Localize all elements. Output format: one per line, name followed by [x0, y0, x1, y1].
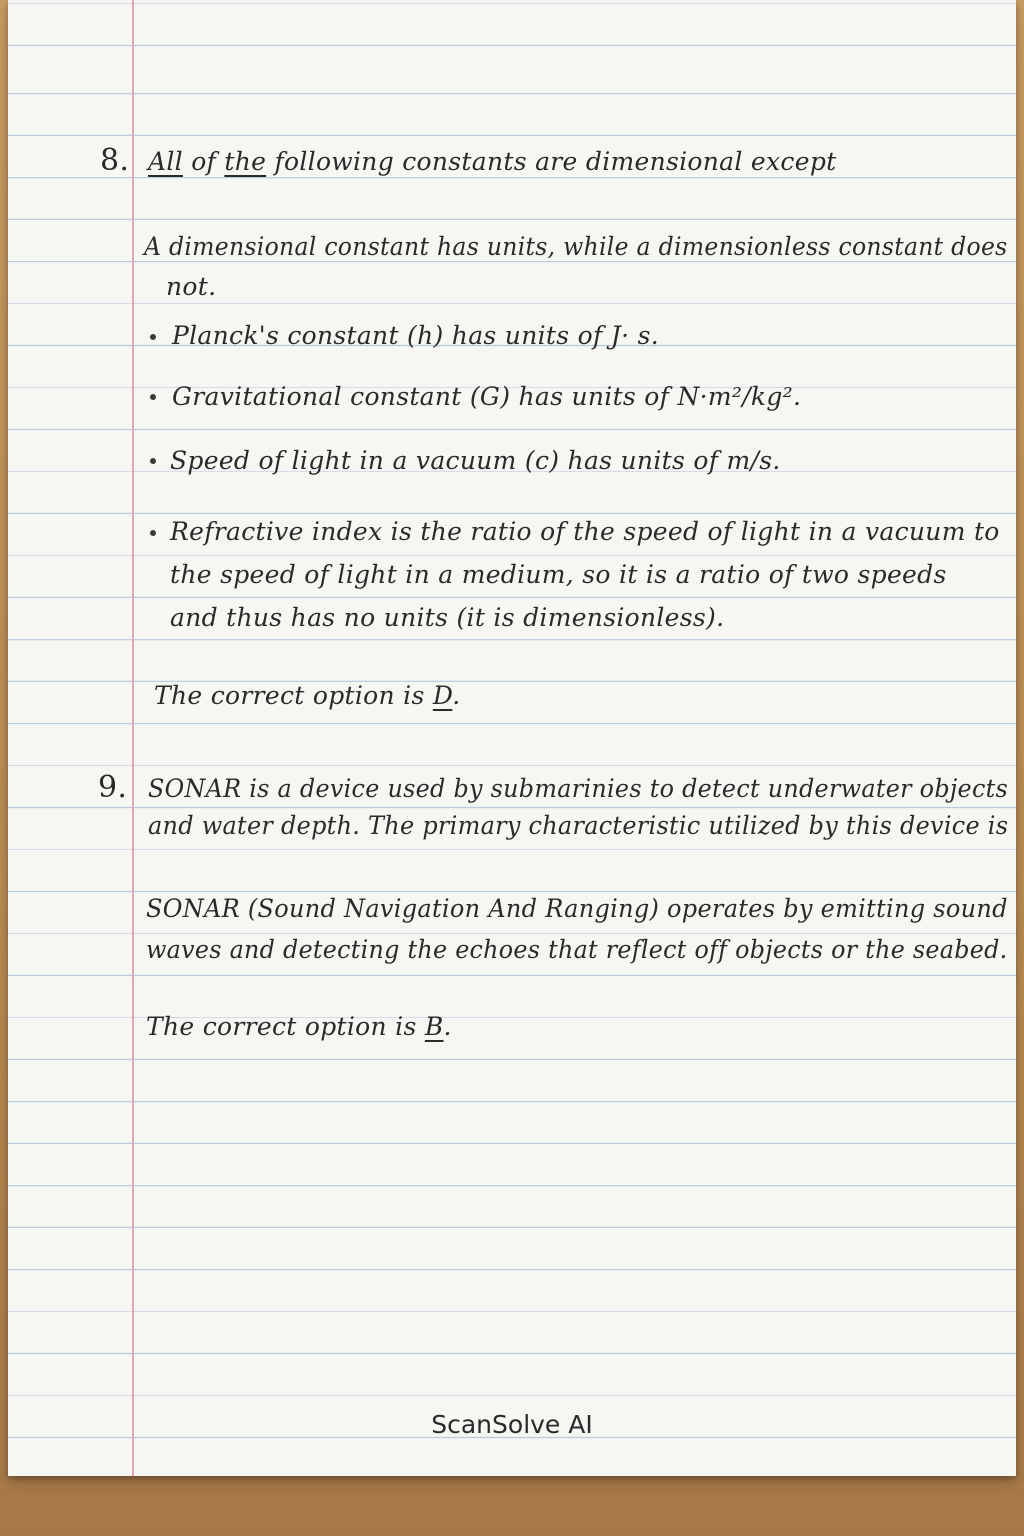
bullet-dot [150, 458, 156, 464]
q8-bullet-refractive-line-2: the speed of light in a medium, so it is a ratio of two speeds [170, 560, 947, 589]
q8-bullet-gravitational: Gravitational constant (G) has units of N·m²/kg². [172, 382, 802, 411]
q8-bullet-refractive-line-3: and thus has no units (it is dimensionless). [170, 603, 725, 632]
q9-answer-letter: B [424, 1012, 444, 1041]
question-9-line-1: SONAR is a device used by submarinies to detect underwater objects [148, 774, 1009, 803]
bullet-dot [150, 530, 156, 536]
q9-explanation-line-2: waves and detecting the echoes that reflect off objects or the seabed. [146, 935, 1008, 964]
question-number-8: 8. [100, 143, 130, 178]
q8-bullet-speed-of-light: Speed of light in a vacuum (c) has units of m/s. [170, 446, 781, 475]
footer-brand: ScanSolve AI [431, 1410, 593, 1439]
q8-explanation-line-2: not. [166, 272, 217, 301]
q8-bullet-planck: Planck's constant (h) has units of J· s. [172, 321, 659, 350]
question-8-word-all: All [148, 147, 183, 176]
q8-explanation-line-1: A dimensional constant has units, while a dimensionless constant does [144, 232, 1008, 261]
notebook-page [8, 0, 1016, 1476]
bullet-dot [150, 334, 156, 340]
question-number-9: 9. [98, 770, 128, 805]
q8-answer-letter: D [432, 681, 453, 710]
margin-line [132, 0, 134, 1476]
question-8-word-the: the [224, 147, 267, 176]
question-8-text: All of the following constants are dimensional except [148, 147, 837, 176]
q8-bullet-refractive-line-1: Refractive index is the ratio of the speed of light in a vacuum to [170, 517, 1000, 546]
q9-explanation-line-1: SONAR (Sound Navigation And Ranging) operates by emitting sound [146, 894, 1008, 923]
q9-answer: The correct option is B. [146, 1012, 452, 1041]
bullet-dot [150, 394, 156, 400]
question-9-line-2: and water depth. The primary characteristic utilized by this device is [148, 811, 1009, 840]
q8-answer: The correct option is D. [154, 681, 461, 710]
